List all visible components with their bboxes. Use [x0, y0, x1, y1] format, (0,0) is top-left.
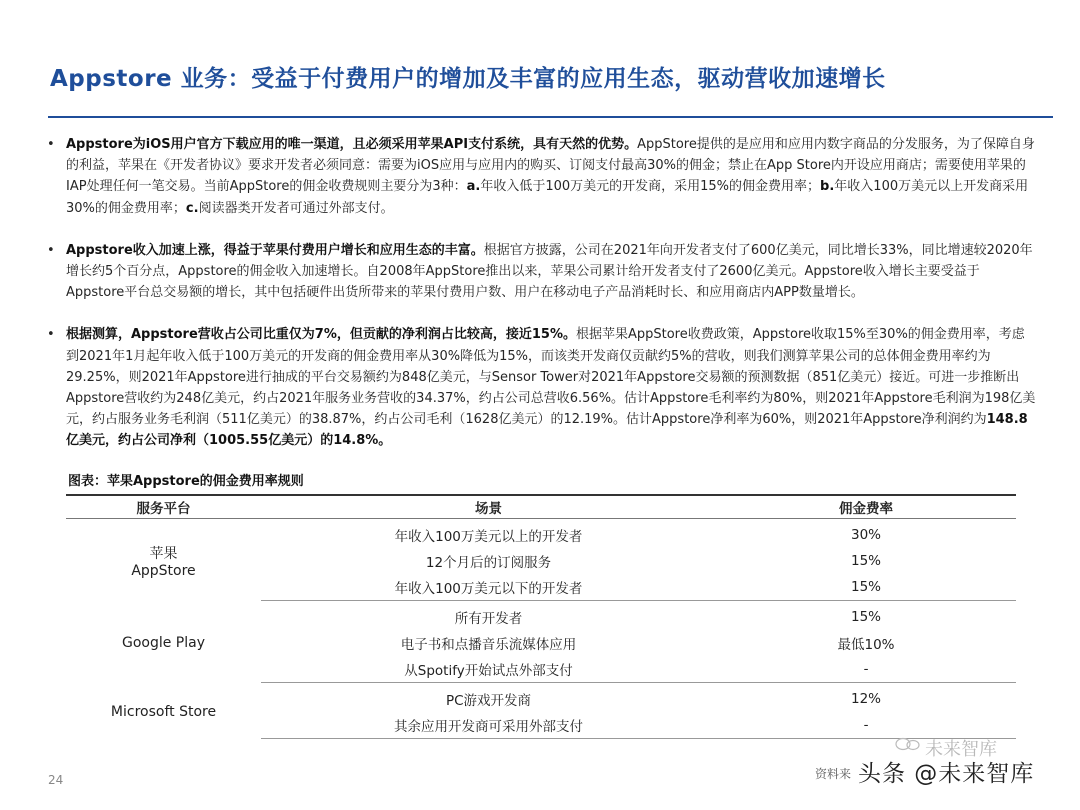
bullet-paragraph-2: [47, 240, 1037, 304]
bullet-1-c-text: 阅读器类开发者可通过外部支付。: [198, 200, 394, 216]
bullet-2-lead: Appstore收入加速上涨，得益于苹果付费用户增长和应用生态的丰富。: [66, 242, 484, 258]
platform-name-line: Google Play: [121, 635, 205, 651]
page-number: 24: [48, 773, 64, 787]
watermark-ghost-text: 未来智库: [925, 739, 997, 760]
header-platform: 服务平台: [66, 495, 261, 519]
source-note: 资料来: [815, 767, 852, 781]
bullet-dot: •: [47, 137, 55, 152]
platform-cell-microsoft-store: [66, 683, 261, 739]
scene-cell: 电子书和点播音乐流媒体应用: [400, 637, 577, 653]
table-header-row: [66, 495, 1016, 519]
body-text: [47, 134, 1037, 452]
rate-cell: 15%: [850, 553, 881, 569]
rate-cell: 12%: [850, 691, 881, 707]
rate-cell: -: [716, 712, 1016, 739]
rate-cell: 30%: [850, 527, 881, 543]
bullet-1-lead: Appstore为iOS用户官方下载应用的唯一渠道，且必须采用苹果API支付系统，具有天然的优势。: [66, 137, 638, 152]
platform-name-line: Microsoft Store: [110, 704, 217, 720]
scene-cell: 其余应用开发商可采用外部支付: [261, 712, 716, 739]
scene-cell: 年收入100万美元以上的开发者: [394, 529, 583, 545]
table-row: [66, 683, 1016, 713]
platform-name-line: AppStore: [131, 563, 196, 580]
bullet-1-text: AppStore提供的是应用和应用内数字商品的分发服务，为了保障自身的利益，苹果在《开发者协议》要求开发者必须同意：需要为iOS应用与应用内的购买、订阅支付最高30%的佣金；禁止在App Store内开设应用商店；需要使用苹果的IAP处理任何一笔交易。当前AppStore的佣金收费规则主要分为3种：: [66, 137, 1035, 195]
bullet-paragraph-1: [47, 134, 1037, 219]
rate-cell: 15%: [716, 574, 1016, 601]
bullet-1-a-text: 年收入低于100万美元的开发商，采用15%的佣金费用率；: [480, 179, 821, 195]
title-divider: [48, 116, 1053, 118]
scene-cell: 从Spotify开始试点外部支付: [261, 656, 716, 683]
scene-cell: PC游戏开发商: [445, 693, 532, 709]
scene-cell: 12个月后的订阅服务: [425, 555, 552, 571]
bullet-3-text: 根据苹果AppStore收费政策，Appstore收取15%至30%的佣金费用率，考虑到2021年1月起年收入低于100万美元的开发商的佣金费用率从30%降低为15%，而该类开发商仅贡献约5%的营收，则我们测算苹果公司的总体佣金费用率约为29.25%，则2021年Appstore进行抽成的平台交易额约为848亿美元，与Sensor Tower对2021年Appstore交易额的预测数据（851亿美元）接近。可进一步推断出Appstore营收约为248亿美元，约占2021年服务业务营收的34.37%，约占公司总营收6.56%。估计Appstore毛利率约为80%，则2021年Appstore毛利润为198亿美元，约占服务业务毛利润（511亿美元）的38.87%，约占公司毛利（1628亿美元）的12.19%。估计Appstore净利率为60%，则2021年Appstore净利润约为: [66, 327, 1036, 428]
header-rate: 佣金费率: [716, 495, 1016, 519]
platform-cell-appstore: [66, 519, 261, 601]
scene-cell: 所有开发者: [454, 611, 523, 627]
header-scene: 场景: [261, 495, 716, 519]
bullet-dot: •: [47, 242, 55, 258]
commission-table-wrapper: [66, 494, 1016, 739]
watermark-text: 头条 @未来智库: [858, 761, 1035, 787]
watermark-logo-icon: [895, 737, 921, 751]
rate-cell: -: [716, 656, 1016, 683]
rate-cell: 15%: [850, 609, 881, 625]
rate-cell: 最低10%: [837, 637, 895, 653]
bullet-1-c-label: c.: [185, 200, 199, 216]
platform-cell-google-play: [66, 601, 261, 683]
bullet-3-lead: 根据测算，Appstore营收占公司比重仅为7%，但贡献的净利润占比较高，接近15%。: [66, 327, 576, 343]
table-caption: 图表：苹果Appstore的佣金费用率规则: [68, 474, 304, 489]
scene-cell: 年收入100万美元以下的开发者: [261, 574, 716, 601]
page-title: Appstore 业务：受益于付费用户的增加及丰富的应用生态，驱动营收加速增长: [50, 66, 886, 92]
bullet-3-tail: 148.8亿美元，约占公司净利（1005.55亿美元）的14.8%。: [66, 412, 1028, 449]
table-row: [66, 519, 1016, 549]
bullet-1-b-label: b.: [820, 179, 835, 195]
bullet-dot: •: [47, 327, 55, 343]
platform-name-line: 苹果: [149, 546, 178, 563]
bullet-2-text: 根据官方披露，公司在2021年向开发者支付了600亿美元，同比增长33%，同比增速较2020年增长约5个百分点，Appstore的佣金收入加速增长。自2008年AppStore推出以来，苹果公司累计给开发者支付了2600亿美元。Appstore收入增长主要受益于Appstore平台总交易额的增长，其中包括硬件出货所带来的苹果付费用户数、用户在移动电子产品消耗时长、和应用商店内APP数量增长。: [66, 242, 1033, 301]
bullet-1-b-text: 年收入100万美元以上开发商采用30%的佣金费用率；: [66, 179, 1029, 216]
table-row: [66, 601, 1016, 631]
bullet-paragraph-3: [47, 324, 1037, 451]
bullet-1-a-label: a.: [466, 179, 481, 195]
commission-rate-table: [66, 494, 1016, 739]
